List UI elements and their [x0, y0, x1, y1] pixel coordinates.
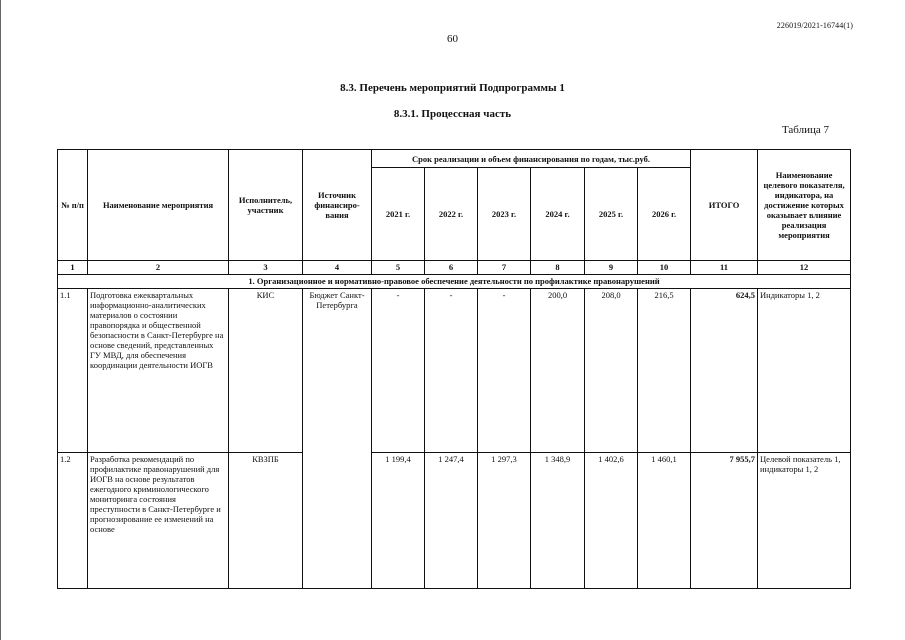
row-value: -	[425, 289, 478, 453]
row-value: 200,0	[531, 289, 585, 453]
section-heading: 8.3. Перечень мероприятий Подпрограммы 1	[340, 82, 565, 94]
header-period-group: Срок реализации и объем финансирования по годам, тыс.руб.	[372, 150, 691, 168]
column-numbers-row	[58, 261, 851, 275]
column-number: 12	[758, 261, 851, 275]
column-number: 10	[638, 261, 691, 275]
document-id: 226019/2021-16744(1)	[776, 21, 853, 30]
measures-table	[57, 149, 851, 589]
table-row	[58, 289, 851, 453]
row-value: -	[372, 289, 425, 453]
row-value: 1 460,1	[638, 453, 691, 589]
header-num: № п/п	[58, 150, 88, 261]
column-number: 3	[229, 261, 303, 275]
column-number: 2	[88, 261, 229, 275]
section-title: 1. Организационное и нормативно-правовое обеспечение деятельности по профилактике правонарушений	[58, 275, 851, 289]
row-name: Разработка рекомендаций по профилактике правонарушений для ИОГВ на основе результатов ежегодного криминологического мониторинга состояния преступности в Санкт-Петербурге и прогнозирование ее изменений на основе	[88, 453, 229, 589]
header-year: 2024 г.	[531, 168, 585, 261]
row-total: 624,5	[691, 289, 758, 453]
row-indicator: Индикаторы 1, 2	[758, 289, 851, 453]
scan-edge-line	[0, 0, 1, 640]
row-value: 1 348,9	[531, 453, 585, 589]
header-indicator: Наименование целевого показателя, индикатора, на достижение которых оказывает влияние реализация мероприятия	[758, 150, 851, 261]
row-value: 216,5	[638, 289, 691, 453]
column-number: 5	[372, 261, 425, 275]
header-year: 2023 г.	[478, 168, 531, 261]
header-year: 2026 г.	[638, 168, 691, 261]
row-value: 208,0	[585, 289, 638, 453]
header-year: 2021 г.	[372, 168, 425, 261]
header-total: ИТОГО	[691, 150, 758, 261]
row-value: 1 402,6	[585, 453, 638, 589]
section-row	[58, 275, 851, 289]
column-number: 4	[303, 261, 372, 275]
header-source: Источник финансиро-вания	[303, 150, 372, 261]
header-year: 2025 г.	[585, 168, 638, 261]
table-row	[58, 453, 851, 589]
column-number: 11	[691, 261, 758, 275]
row-num: 1.1	[58, 289, 88, 453]
row-total: 7 955,7	[691, 453, 758, 589]
table-label: Таблица 7	[781, 124, 829, 136]
row-indicator: Целевой показатель 1, индикаторы 1, 2	[758, 453, 851, 589]
row-value: 1 247,4	[425, 453, 478, 589]
header-year: 2022 г.	[425, 168, 478, 261]
subsection-heading: 8.3.1. Процессная часть	[393, 108, 512, 120]
header-executor: Исполнитель, участник	[229, 150, 303, 261]
row-name: Подготовка ежеквартальных информационно-аналитических материалов о состоянии правопорядка и общественной безопасности в Санкт-Петербурге на основе сведений, представленных ГУ МВД, для обеспечения координации деятельности ИОГВ	[88, 289, 229, 453]
column-number: 7	[478, 261, 531, 275]
column-number: 8	[531, 261, 585, 275]
row-value: 1 297,3	[478, 453, 531, 589]
row-value: -	[478, 289, 531, 453]
page-number: 60	[447, 33, 458, 45]
row-source: Бюджет Санкт-Петербурга	[303, 289, 372, 589]
row-value: 1 199,4	[372, 453, 425, 589]
row-executor: КВЗПБ	[229, 453, 303, 589]
row-executor: КИС	[229, 289, 303, 453]
column-number: 1	[58, 261, 88, 275]
header-name: Наименование мероприятия	[88, 150, 229, 261]
row-num: 1.2	[58, 453, 88, 589]
column-number: 6	[425, 261, 478, 275]
column-number: 9	[585, 261, 638, 275]
